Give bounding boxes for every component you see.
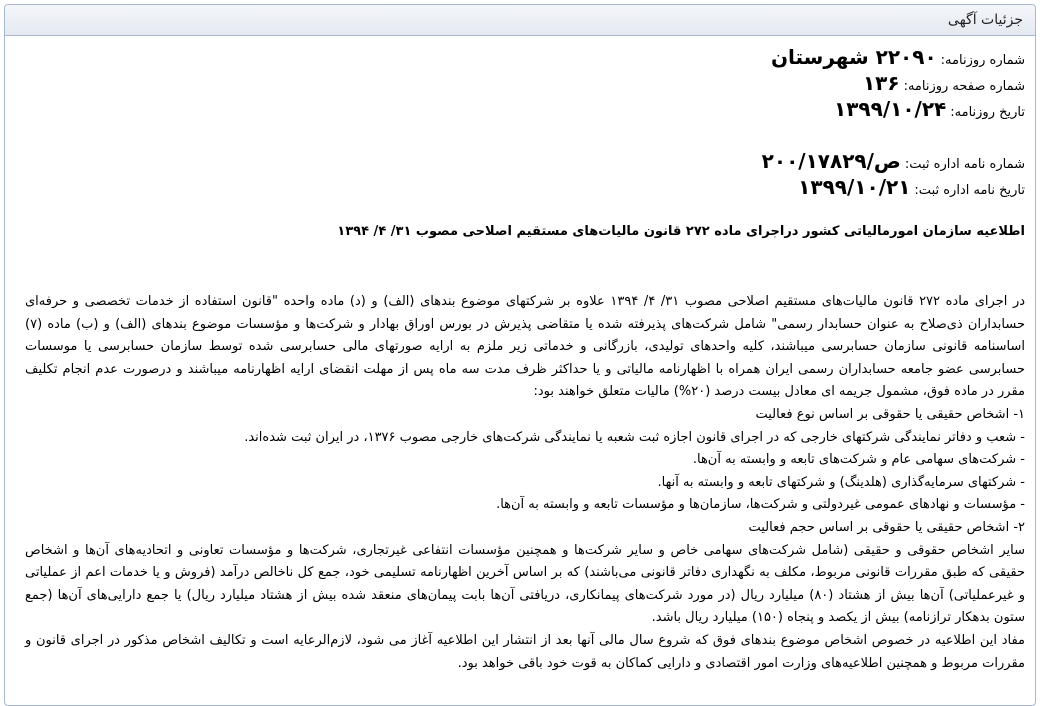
newspaper-number-row bbox=[25, 46, 1025, 72]
newspaper-number-label: شماره روزنامه: bbox=[940, 53, 1025, 68]
body-paragraph: - شرکت‌های سهامی عام و شرکت‌های تابعه و وابسته به آن‌ها. bbox=[692, 452, 1025, 468]
registry-letter-date-label: تاریخ نامه اداره ثبت: bbox=[914, 183, 1025, 198]
page-number-label: شماره صفحه روزنامه: bbox=[903, 79, 1025, 94]
registry-letter-number-row bbox=[25, 150, 1025, 176]
announcement-title: اطلاعیه سازمان امورمالیاتی کشور دراجرای ماده ۲۷۲ قانون مالیات‌های مستقیم اصلاحی مصوب ۳۱/ ۴/ ۱۳۹۴ bbox=[337, 224, 1025, 239]
newspaper-date-label: تاریخ روزنامه: bbox=[950, 105, 1025, 120]
registry-letter-number-value: ص/۲۰۰/۱۷۸۲۹ bbox=[761, 149, 901, 173]
registry-letter-date-row bbox=[25, 176, 1025, 202]
body-paragraph: سایر اشخاص حقوقی و حقیقی (شامل شرکت‌های سهامی خاص و سایر شرکت‌ها و همچنین مؤسسات انتفاعی غیرتجاری، شرکت‌ها و مؤسسات تعاونی و اتحادیه‌های آن‌ها و اشخاص حقیقی که طبق مقررات قانونی مربوط، مکلف به نگهداری دفاتر قانونی می‌باشند) که بر اساس آخرین اظهارنامه تسلیمی خود، جمع کل ناخالص درآمد (فروش و یا خدمات اعم از عملیاتی و غیرعملیاتی) آن‌ها بیش از هشتاد (۸۰) میلیارد ریال (در مورد شرکت‌های پیمانکاری، دریافتی آن‌ها بابت پیمان‌های منعقد شده بیش از هشتاد میلیارد ریال) یا جمع دارایی‌های آن‌ها (جمع ستون بدهکار ترازنامه) بیش از یکصد و پنجاه (۱۵۰) میلیارد ریال باشد. bbox=[25, 542, 1025, 626]
panel-title: جزئیات آگهی bbox=[5, 5, 1035, 36]
body-paragraph: - مؤسسات و نهادهای عمومی غیردولتی و شرکت‌ها، سازمان‌ها و مؤسسات تابعه و وابسته به آن‌ها. bbox=[496, 497, 1025, 513]
body-paragraph: ۱- اشخاص حقیقی یا حقوقی بر اساس نوع فعالیت bbox=[755, 406, 1025, 422]
page-number-row bbox=[25, 72, 1025, 98]
ad-details-panel bbox=[4, 4, 1036, 706]
newspaper-date-value: ۱۳۹۹/۱۰/۲۴ bbox=[834, 97, 947, 121]
body-paragraph: - شرکتهای سرمایه‌گذاری (هلدینگ) و شرکتهای تابعه و وابسته به آنها. bbox=[657, 474, 1025, 490]
registry-letter-date-value: ۱۳۹۹/۱۰/۲۱ bbox=[798, 175, 911, 199]
ad-content bbox=[5, 36, 1035, 675]
body-paragraph: در اجرای ماده ۲۷۲ قانون مالیات‌های مستقیم اصلاحی مصوب ۳۱/ ۴/ ۱۳۹۴ علاوه بر شرکتهای موضوع بندهای (الف) و (د) ماده واحده "قانون استفاده از خدمات تخصصی و حرفه‌ای حسابداران ذی‌صلاح به عنوان حسابدار رسمی" شامل شرکت‌های پذیرفته شده یا متقاضی پذیرش در بورس اوراق بهادار و شرکت‌ها و مؤسسات موضوع بندهای (الف) و (ب) ماده (۷) اساسنامه قانونی سازمان حسابرسی میباشند، کلیه واحدهای تولیدی، بازرگانی و خدماتی زیر ملزم به ارایه صورتهای مالی حسابرسی شده توسط سازمان حسابرسی یا موسسات حسابرسی عضو جامعه حسابداران رسمی ایران همراه با اظهارنامه مالیاتی و یا حداکثر ظرف مدت سه ماه پس از مهلت انقضای ارایه اظهارنامه میباشند و درصورت عدم انجام تکلیف مقرر در ماده فوق، مشمول جریمه ای معادل بیست درصد (۲۰%) مالیات متعلق خواهند بود: bbox=[25, 294, 1026, 400]
registry-letter-number-label: شماره نامه اداره ثبت: bbox=[904, 157, 1025, 172]
page-number-value: ۱۳۶ bbox=[862, 71, 900, 95]
newspaper-number-value: ۲۲۰۹۰ شهرستان bbox=[770, 45, 937, 69]
body-paragraph: مفاد این اطلاعیه در خصوص اشخاص موضوع بندهای فوق که شروع سال مالی آنها بعد از انتشار این اطلاعیه آغاز می شود، لازم‌الرعایه است و تکالیف اشخاص مذکور در اجرای قانون و مقررات مربوط و همچنین اطلاعیه‌های وزارت امور اقتصادی و دارایی کماکان به قوت خود باقی خواهد بود. bbox=[25, 632, 1025, 671]
newspaper-date-row bbox=[25, 98, 1025, 124]
body-paragraph: ۲- اشخاص حقیقی یا حقوقی بر اساس حجم فعالیت bbox=[748, 519, 1025, 535]
body-paragraph: - شعب و دفاتر نمایندگی شرکتهای خارجی که در اجرای قانون اجازه ثبت شعبه یا نمایندگی شرکت‌های خارجی مصوب ۱۳۷۶، در ایران ثبت شده‌اند. bbox=[244, 429, 1025, 445]
announcement-body bbox=[25, 291, 1025, 675]
